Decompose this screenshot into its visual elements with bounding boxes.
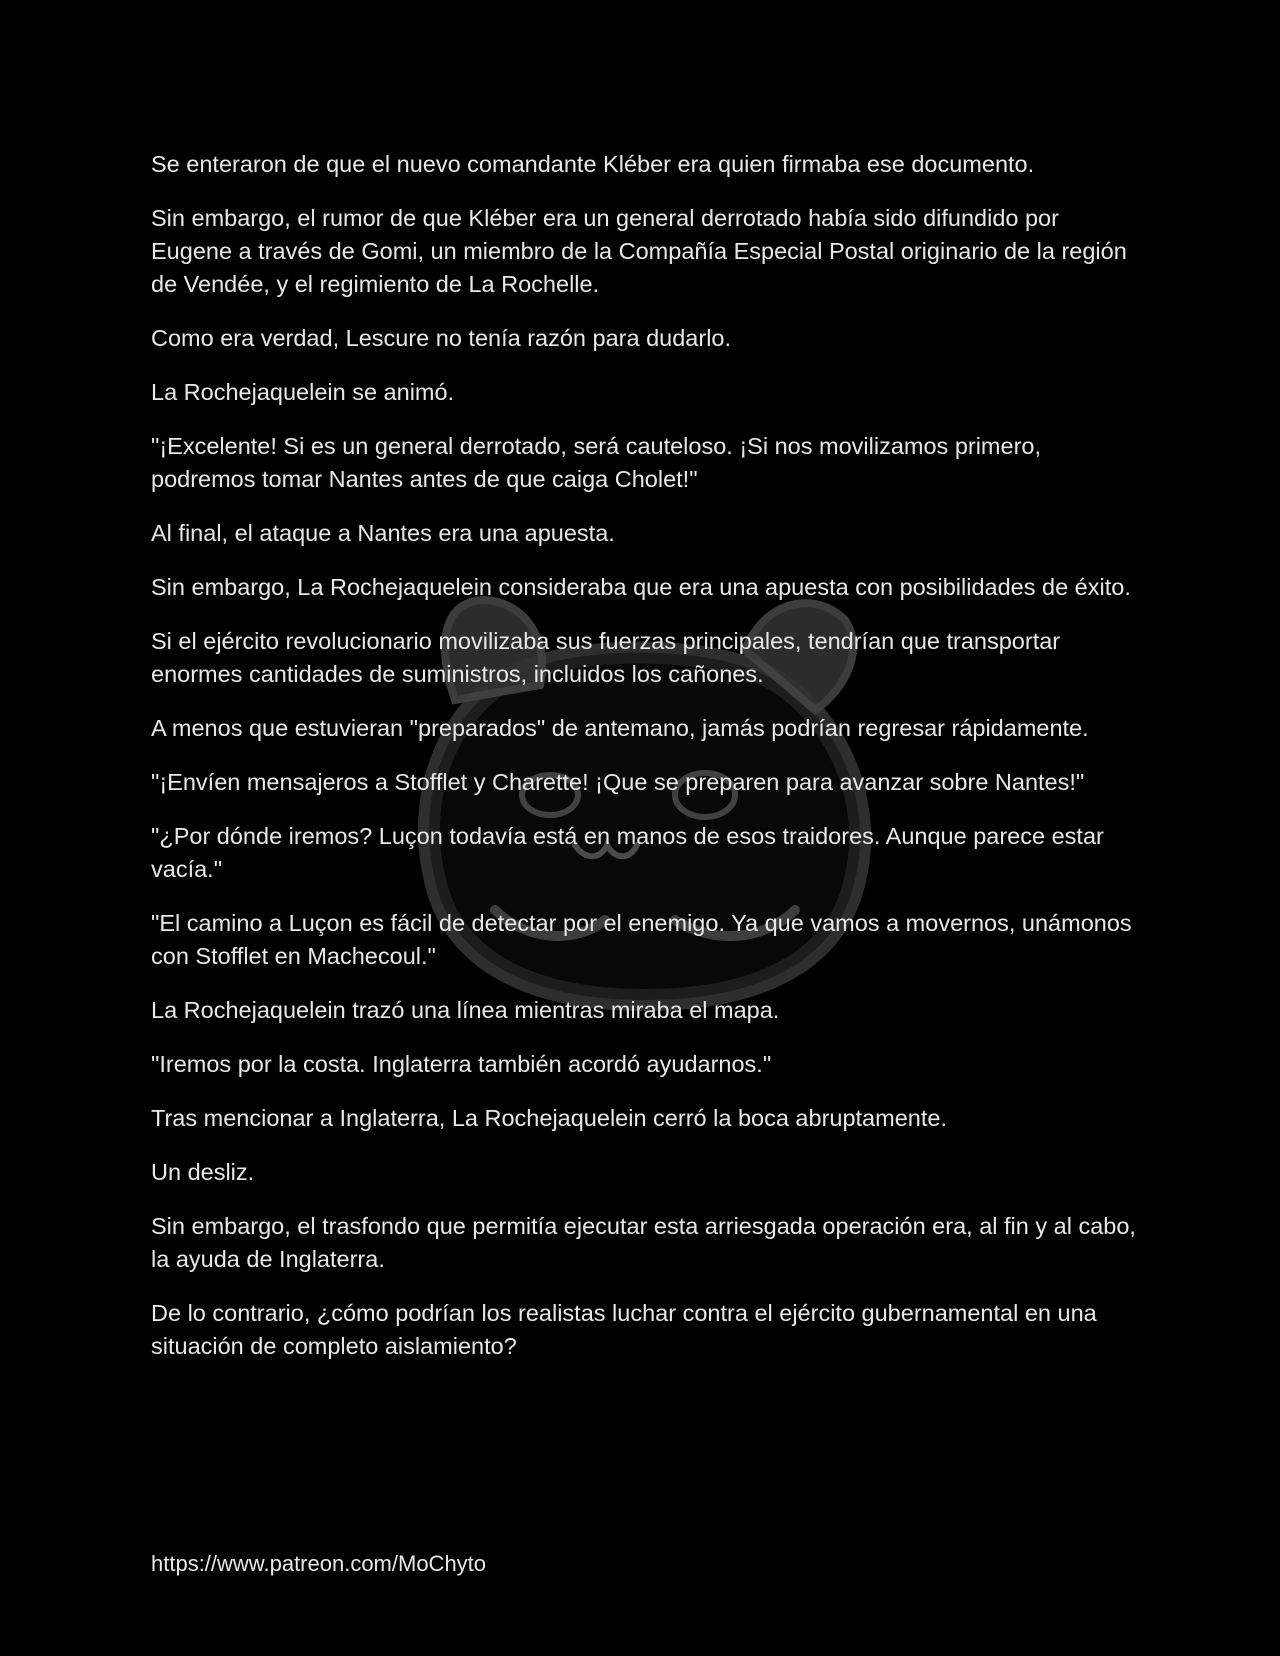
paragraph: "¡Envíen mensajeros a Stofflet y Charette! ¡Que se preparen para avanzar sobre Nantes!" bbox=[151, 769, 1085, 795]
paragraph: Sin embargo, el rumor de que Kléber era un general derrotado había sido difundido por Eugene a través de Gomi, un miembro de la Compañía Especial Postal originario de la región de Vendée, y el regimiento de La Rochelle. bbox=[151, 205, 1127, 297]
patreon-link[interactable]: https://www.patreon.com/MoChyto bbox=[151, 1551, 487, 1576]
paragraph: Al final, el ataque a Nantes era una apuesta. bbox=[151, 520, 615, 546]
chapter-text bbox=[151, 148, 1141, 1384]
paragraph: Si el ejército revolucionario movilizaba sus fuerzas principales, tendrían que transportar enormes cantidades de suministros, incluidos los cañones. bbox=[151, 628, 1061, 687]
paragraph: Un desliz. bbox=[151, 1159, 255, 1185]
paragraph: "El camino a Luçon es fácil de detectar por el enemigo. Ya que vamos a movernos, unámonos con Stofflet en Machecoul." bbox=[151, 910, 1132, 969]
paragraph: "¿Por dónde iremos? Luçon todavía está en manos de esos traidores. Aunque parece estar vacía." bbox=[151, 823, 1104, 882]
paragraph: Se enteraron de que el nuevo comandante Kléber era quien firmaba ese documento. bbox=[151, 151, 1035, 177]
paragraph: Sin embargo, el trasfondo que permitía ejecutar esta arriesgada operación era, al fin y al cabo, la ayuda de Inglaterra. bbox=[151, 1213, 1136, 1272]
paragraph: A menos que estuvieran "preparados" de antemano, jamás podrían regresar rápidamente. bbox=[151, 715, 1089, 741]
paragraph: "¡Excelente! Si es un general derrotado, será cauteloso. ¡Si nos movilizamos primero, podremos tomar Nantes antes de que caiga Cholet!" bbox=[151, 433, 1042, 492]
paragraph: Sin embargo, La Rochejaquelein consideraba que era una apuesta con posibilidades de éxito. bbox=[151, 574, 1131, 600]
paragraph: La Rochejaquelein se animó. bbox=[151, 379, 455, 405]
paragraph: "Iremos por la costa. Inglaterra también acordó ayudarnos." bbox=[151, 1051, 772, 1077]
paragraph: De lo contrario, ¿cómo podrían los realistas luchar contra el ejército gubernamental en una situación de completo aislamiento? bbox=[151, 1300, 1097, 1359]
paragraph: La Rochejaquelein trazó una línea mientras miraba el mapa. bbox=[151, 997, 780, 1023]
paragraph: Tras mencionar a Inglaterra, La Rochejaquelein cerró la boca abruptamente. bbox=[151, 1105, 947, 1131]
paragraph: Como era verdad, Lescure no tenía razón para dudarlo. bbox=[151, 325, 732, 351]
